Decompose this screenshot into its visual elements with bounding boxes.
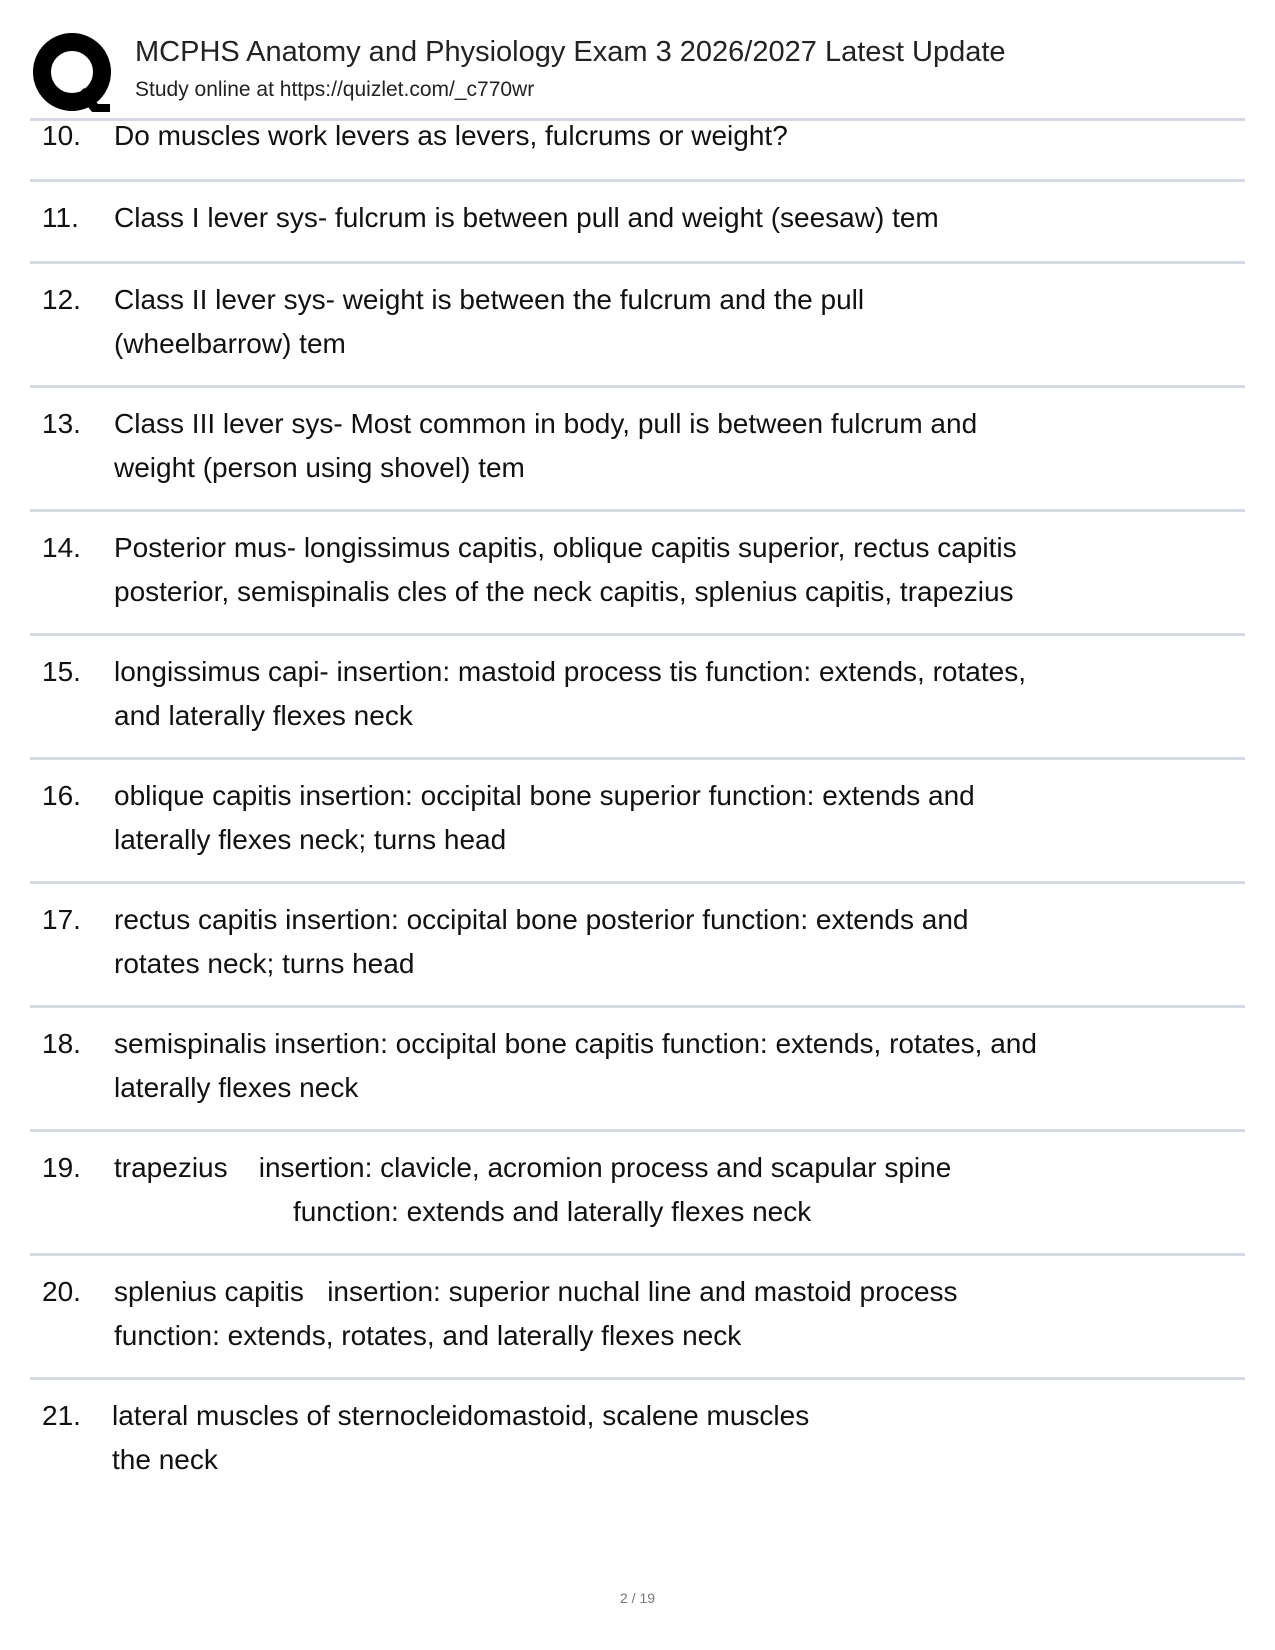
list-item bbox=[30, 760, 1245, 884]
page-indicator: 2 / 19 bbox=[619, 1590, 656, 1606]
list-item bbox=[30, 264, 1245, 388]
list-item bbox=[30, 636, 1245, 760]
item-text: Class III lever sys- Most common in body, pull is between fulcrum and weight (person using shovel) tem bbox=[114, 408, 978, 483]
document-header bbox=[30, 30, 1245, 120]
list-item bbox=[30, 1132, 1245, 1256]
list-item bbox=[30, 388, 1245, 512]
list-item bbox=[30, 884, 1245, 1008]
item-number: 19. bbox=[42, 1152, 81, 1183]
list-item bbox=[30, 1256, 1245, 1380]
item-text: Posterior mus- longissimus capitis, oblique capitis superior, rectus capitis posterior, semispinalis cles of the neck capitis, splenius capitis, trapezius bbox=[114, 532, 1017, 607]
document-title: MCPHS Anatomy and Physiology Exam 3 2026/2027 Latest Update bbox=[135, 36, 1006, 68]
study-online-link[interactable]: Study online at https://quizlet.com/_c770wr bbox=[135, 78, 535, 101]
item-number: 15. bbox=[42, 656, 81, 687]
item-text: rectus capitis insertion: occipital bone posterior function: extends and rotates neck; turns head bbox=[114, 904, 969, 979]
item-number: 13. bbox=[42, 408, 81, 439]
list-item bbox=[30, 121, 1245, 182]
item-number: 12. bbox=[42, 284, 81, 315]
item-text: semispinalis insertion: occipital bone capitis function: extends, rotates, and laterally flexes neck bbox=[114, 1028, 1037, 1103]
item-number: 17. bbox=[42, 904, 81, 935]
item-text: Do muscles work levers as levers, fulcrums or weight? bbox=[114, 120, 788, 151]
item-number: 18. bbox=[42, 1028, 81, 1059]
item-number: 21. bbox=[42, 1400, 81, 1431]
item-number: 14. bbox=[42, 532, 81, 563]
list-item bbox=[30, 1008, 1245, 1132]
item-text: splenius capitis insertion: superior nuchal line and mastoid process function: extends, rotates, and laterally flexes neck bbox=[114, 1276, 958, 1351]
list-item bbox=[30, 512, 1245, 636]
quizlet-logo-icon bbox=[32, 32, 142, 114]
flashcard-list bbox=[30, 121, 1245, 1504]
item-number: 16. bbox=[42, 780, 81, 811]
item-text: longissimus capi- insertion: mastoid process tis function: extends, rotates, and laterally flexes neck bbox=[114, 656, 1026, 731]
item-text: lateral muscles of sternocleidomastoid, scalene muscles the neck bbox=[112, 1400, 810, 1475]
item-text: trapezius insertion: clavicle, acromion process and scapular spine function: extends and laterally flexes neck bbox=[114, 1152, 952, 1227]
item-text: Class I lever sys- fulcrum is between pull and weight (seesaw) tem bbox=[114, 202, 939, 233]
item-number: 11. bbox=[42, 202, 79, 233]
item-text: Class II lever sys- weight is between the fulcrum and the pull (wheelbarrow) tem bbox=[114, 284, 865, 359]
item-text: oblique capitis insertion: occipital bone superior function: extends and laterally flexes neck; turns head bbox=[114, 780, 975, 855]
list-item bbox=[30, 1380, 1245, 1504]
list-item bbox=[30, 182, 1245, 264]
item-number: 20. bbox=[42, 1276, 81, 1307]
item-number: 10. bbox=[42, 120, 81, 151]
